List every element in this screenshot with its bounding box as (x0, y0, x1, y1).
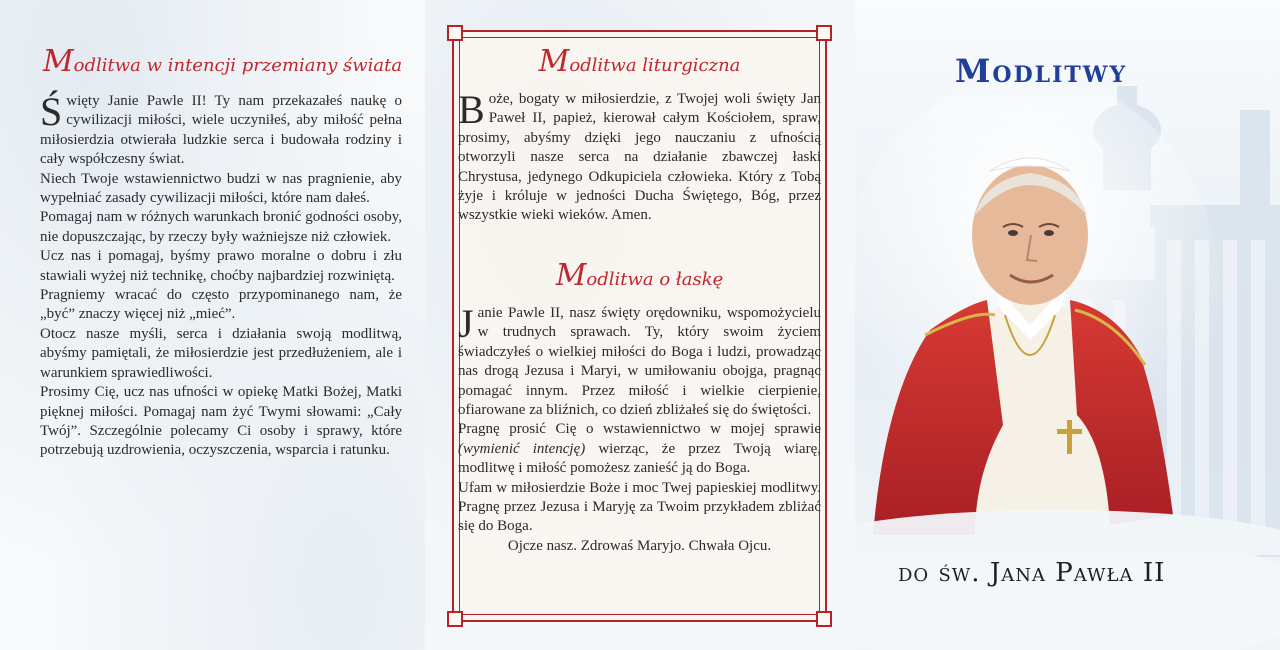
booklet-subtitle: do św. Jana Pawła II (898, 558, 1166, 588)
paragraph-with-intention: Pragnę prosić Cię o wstawiennictwo w mojej sprawie (wymienić intencję) wierząc, że przez Twoją wiarę, modlitwę i miłość pomożesz zanieść ją do Boga. (458, 421, 821, 477)
prayer-body-liturgical (458, 87, 821, 226)
paragraph: Otocz nasze myśli, serca i działania swoją modlitwą, abyśmy pamiętali, że miłosierdzie jest przedłużeniem, ale i warunkiem sprawiedliwości. (40, 325, 402, 381)
frame-corner (447, 611, 463, 627)
prayer-body-world-transformation (40, 89, 402, 461)
dropcap: B (458, 87, 485, 132)
prayer-title-liturgical (452, 44, 827, 79)
paragraph: Niech Twoje wstawiennictwo budzi w nas pragnienie, aby wypełniać zasady cywilizacji miłości, które nam dałeś. (40, 170, 402, 207)
portrait-illustration (855, 95, 1280, 555)
paragraph: Pomagaj nam w różnych warunkach bronić godności osoby, nie dopuszczając, by rzeczy były ważniejsze niż człowiek. (40, 209, 402, 245)
frame-corner (816, 25, 832, 41)
title-text: odlitwa w intencji przemiany świata (73, 55, 403, 76)
intention-placeholder: (wymienić intencję) (458, 440, 586, 457)
paragraph: oże, bogaty w miłosierdzie, z Twojej woli święty Jan Paweł II, papież, kierował całym Kościołem, spraw, prosimy, abyśmy dzięki jego nauczaniu z ufnością otworzyli nasze serca na działanie zbawczej łaski Chrystusa, jedynego Odkupiciela człowieka. Który z Tobą żyje i króluje w jedności Ducha Świętego, Bóg, przez wszystkie wieki wieków. Amen. (458, 91, 821, 224)
paragraph: więty Janie Pawle II! Ty nam przekazałeś naukę o cywilizacji miłości, wiele uczyniłeś, aby miłość pełna miłosierdzia otwierała ludzkie serca i budowała rodziny i cały współczesny świat. (40, 93, 402, 168)
title-text: odlitwa liturgiczna (569, 55, 741, 76)
paragraph: Pragniemy wracać do często przypominanego nam, że „być” znaczy więcej niż „mieć”. (40, 287, 402, 323)
dropcap: Ś (40, 89, 63, 134)
paragraph: Ufam w miłosierdzie Boże i moc Twej papieskiej modlitwy. Pragnę przez Jezusa i Maryję za Twoim przykładem zbliżać się do Boga. (458, 479, 821, 535)
title-text: odlitwa o łaskę (586, 269, 724, 290)
paragraph: Prosimy Cię, ucz nas ufności w opiekę Matki Bożej, Matki pięknej miłości. Pomagaj nam żyć Twymi słowami: „Cały Twój”. Szczególnie polecamy Ci osoby i sprawy, które potrzebują uzdrowienia, oczyszczenia, wsparcia i ratunku. (40, 384, 402, 459)
prayer-title-world-transformation (40, 44, 405, 79)
title-initial: M (42, 44, 74, 79)
dropcap: J (458, 301, 474, 346)
paragraph: Ucz nas i pomagaj, byśmy prawo moralne o dobru i złu stawiali wyżej niż technikę, choćby najbardziej rozwiniętą. (40, 248, 402, 284)
frame-corner (816, 611, 832, 627)
frame-corner (447, 25, 463, 41)
booklet-title: Modlitwy (955, 52, 1128, 90)
paragraph: anie Pawle II, nasz święty orędowniku, wspomożycielu w trudnych sprawach. Ty, który swoim życiem świadczyłeś o wielkiej miłości do Boga i ludzi, prowadząc nas drogą Jezusa i Maryi, w umiłowaniu obojga, pragnąc pomagać innym. Przez miłość i wielkie cierpienie, ofiarowane za bliźnich, co dzień zbliżałeś się do świętości. (458, 305, 821, 419)
title-initial: M (555, 258, 587, 293)
prayer-title-grace (452, 258, 827, 293)
closing-prayers: Ojcze nasz. Zdrowaś Maryjo. Chwała Ojcu. (507, 537, 772, 554)
title-initial: M (538, 44, 570, 79)
prayer-body-grace (458, 301, 821, 556)
